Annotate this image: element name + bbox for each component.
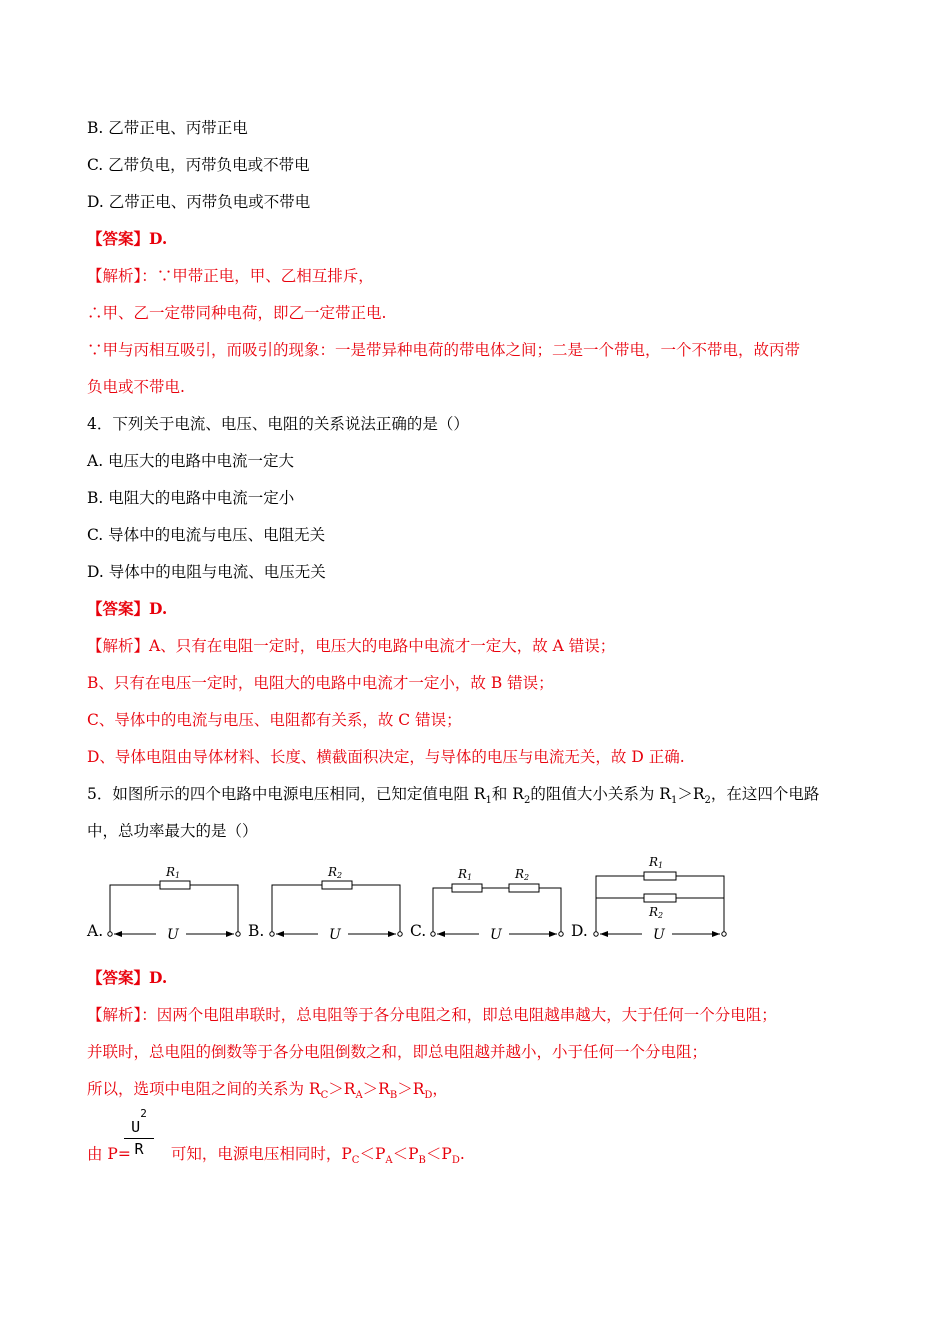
q5-stem-line-2: 中，总功率最大的是（） <box>87 822 258 840</box>
q5-answer: 【答案】D. <box>87 968 168 987</box>
q5-stem-line-1: 5．如图所示的四个电路中电源电压相同，已知定值电阻 $R_1$和 $R_2$的阻值大小关系为 $R_1>R_2$，在这四个电路 <box>87 785 820 807</box>
q5-option-b-label: B. <box>248 922 265 940</box>
q4-analysis-1: 【解析】A、只有在电阻一定时，电压大的电路中电流才一定大，故 A 错误； <box>87 637 616 655</box>
svg-text:R2: R2 <box>328 865 343 880</box>
svg-text:R2: R2 <box>515 867 530 882</box>
formula-exponent: 2 <box>140 1107 147 1120</box>
q5-analysis-1: 【解析】：因两个电阻串联时，总电阻等于各分电阻之和，即总电阻越串越大，大于任何一个分电阻； <box>87 1006 777 1024</box>
svg-text:U: U <box>167 927 179 943</box>
q3-analysis-4: 负电或不带电. <box>87 378 185 396</box>
svg-text:R1: R1 <box>458 867 473 882</box>
q5-option-c-label: C. <box>410 922 427 940</box>
q3-option-d: D. 乙带正电、丙带负电或不带电 <box>87 193 311 211</box>
q3-option-c: C. 乙带负电，丙带负电或不带电 <box>87 156 310 174</box>
circuit-c-diagram <box>427 848 567 948</box>
q5-option-d-label: D. <box>571 922 588 940</box>
q4-option-d: D. 导体中的电阻与电流、电压无关 <box>87 563 326 581</box>
q4-option-c: C. 导体中的电流与电压、电阻无关 <box>87 526 326 544</box>
q3-option-b: B. 乙带正电、丙带正电 <box>87 119 248 137</box>
svg-text:R1: R1 <box>649 855 664 870</box>
q4-option-b: B. 电阻大的电路中电流一定小 <box>87 489 295 507</box>
q5-analysis-2: 并联时，总电阻的倒数等于各分电阻倒数之和，即总电阻越并越小，小于任何一个分电阻； <box>87 1043 708 1061</box>
circuit-b-diagram <box>266 848 406 948</box>
circuit-a-diagram <box>104 848 244 948</box>
q4-answer: 【答案】D. <box>87 599 168 618</box>
q3-answer: 【答案】D. <box>87 229 168 248</box>
formula-denominator: R <box>134 1140 144 1158</box>
q4-option-a: A. 电压大的电路中电流一定大 <box>87 452 295 470</box>
svg-text:U: U <box>490 927 502 943</box>
q4-analysis-4: D、导体电阻由导体材料、长度、横截面积决定，与导体的电压与电流无关，故 D 正确. <box>87 748 685 766</box>
q4-stem: 4．下列关于电流、电压、电阻的关系说法正确的是（） <box>87 415 469 433</box>
q5-analysis-3: 所以，选项中电阻之间的关系为 $R_C>R_A>R_B>R_D$， <box>87 1080 448 1102</box>
q4-analysis-2: B、只有在电压一定时，电阻大的电路中电流才一定小，故 B 错误； <box>87 674 554 692</box>
svg-text:R1: R1 <box>166 865 181 880</box>
q3-analysis-1: 【解析】：∵甲带正电，甲、乙相互排斥， <box>87 267 374 285</box>
svg-text:U: U <box>329 927 341 943</box>
svg-text:R2: R2 <box>649 905 664 920</box>
q5-analysis-4: 由 P= 可知，电源电压相同时，$P_C<P_A<P_B<P_D$. <box>87 1145 465 1167</box>
q3-analysis-2: ∴甲、乙一定带同种电荷，即乙一定带正电. <box>87 304 387 322</box>
q3-analysis-3: ∵甲与丙相互吸引，而吸引的现象：一是带异种电荷的带电体之间；二是一个带电，一个不带电，故丙带 <box>87 341 801 359</box>
circuit-d-diagram <box>590 848 730 948</box>
formula-numerator: U <box>131 1118 141 1136</box>
svg-text:U: U <box>653 927 665 943</box>
q4-analysis-3: C、导体中的电流与电压、电阻都有关系，故 C 错误； <box>87 711 462 729</box>
q5-option-a-label: A. <box>87 922 104 940</box>
